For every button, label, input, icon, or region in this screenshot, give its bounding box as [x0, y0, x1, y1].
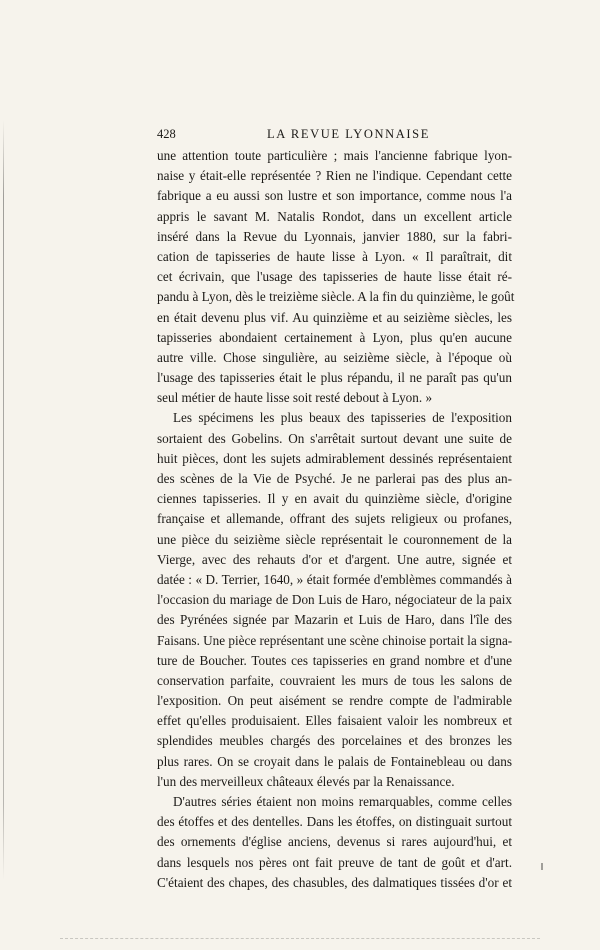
text-line: plus rares. On se croyait dans le palais de Fontainebleau ou dans	[157, 753, 512, 769]
text-line: cation de tapisseries de haute lisse à Lyon. « Il paraîtrait, dit	[157, 248, 512, 264]
text-line: Les spécimens les plus beaux des tapisseries de l'exposition	[173, 410, 512, 426]
text-line: dans lesquels nos pères ont fait preuve de tant de goût et d'art.	[157, 854, 512, 870]
text-line: ciennes tapisseries. Il y en avait du quinzième siècle, d'origine	[157, 491, 512, 507]
text-line: des scènes de la Vie de Psyché. Je ne parlerai pas des plus an-	[157, 471, 512, 486]
text-line: une pièce du seizième siècle représentait le couronnement de la	[157, 531, 512, 547]
text-line: l'un des merveilleux châteaux élevés par la Renaissance.	[157, 773, 455, 789]
text-line: cet écrivain, que l'usage des tapisseries de haute lisse était ré-	[157, 269, 512, 285]
text-line: l'exposition. On peut aisément se rendre compte de l'admirable	[157, 693, 512, 709]
page-gutter-edge	[3, 120, 4, 880]
text-line: ture de Boucher. Toutes ces tapisseries en grand nombre et d'une	[157, 652, 512, 668]
text-line: splendides meubles chargés des porcelaines et des bronzes les	[157, 733, 512, 749]
body-text	[157, 146, 515, 893]
text-line: une attention toute particulière ; mais l'ancienne fabrique lyon-	[157, 148, 512, 163]
text-line: sortaient des Gobelins. On s'arrêtait surtout devant une suite de	[157, 430, 512, 446]
text-line: datée : « D. Terrier, 1640, » était formée d'emblèmes commandés à	[157, 571, 512, 587]
text-line: C'étaient des chapes, des chasubles, des dalmatiques tissées d'or et	[157, 874, 512, 890]
running-head	[157, 127, 512, 143]
scan-speck	[541, 863, 543, 870]
text-line: l'usage des tapisseries était le plus répandu, il ne paraît pas qu'un	[157, 370, 512, 386]
text-line: Vierge, avec des rehauts d'or et d'argent. Une autre, signée et	[157, 551, 512, 567]
text-line: seul métier de haute lisse soit resté debout à Lyon. »	[157, 390, 433, 406]
text-line: D'autres séries étaient non moins remarquables, comme celles	[173, 794, 512, 809]
text-line: inséré dans la Revue du Lyonnais, janvier 1880, sur la fabri-	[157, 228, 512, 244]
text-line: française et allemande, offrant des sujets religieux ou profanes,	[157, 511, 512, 527]
text-line: pandu à Lyon, dès le treizième siècle. A la fin du quinzième, le goût	[157, 289, 515, 305]
text-line: Faisans. Une pièce représentant une scène chinoise portait la signa-	[157, 632, 513, 648]
text-line: naise y était-elle représentée ? Rien ne l'indique. Cependant cette	[157, 168, 512, 184]
journal-title: LA REVUE LYONNAISE	[267, 127, 430, 141]
text-line: effet qu'elles produisaient. Elles faisaient valoir les nombreux et	[157, 713, 512, 729]
text-line: conservation parfaite, couvraient les murs de tous les salons de	[157, 672, 512, 688]
text-line: appris le savant M. Natalis Rondot, dans un excellent article	[157, 208, 512, 224]
text-line: des Pyrénées signée par Mazarin et Luis de Haro, dans l'île des	[157, 612, 512, 628]
text-line: des ornements d'église anciens, devenus si rares aujourd'hui, et	[157, 834, 512, 850]
text-line: autre ville. Chose singulière, au seizième siècle, à l'époque où	[157, 349, 512, 365]
page-number: 428	[157, 127, 176, 141]
text-line: des étoffes et des dentelles. Dans les étoffes, on distinguait surtout	[157, 814, 512, 830]
text-line: tapisseries abondaient certainement à Lyon, plus qu'en aucune	[157, 329, 512, 345]
text-line: en était devenu plus vif. Au quinzième et au seizième siècles, les	[157, 309, 512, 325]
text-line: l'occasion du mariage de Don Luis de Haro, négociateur de la paix	[157, 592, 512, 608]
scan-bottom-rule	[60, 938, 540, 939]
text-line: huit pièces, dont les sujets admirablement dessinés représentaient	[157, 450, 512, 466]
text-line: fabrique a eu aussi son lustre et son importance, comme nous l'a	[157, 188, 512, 204]
